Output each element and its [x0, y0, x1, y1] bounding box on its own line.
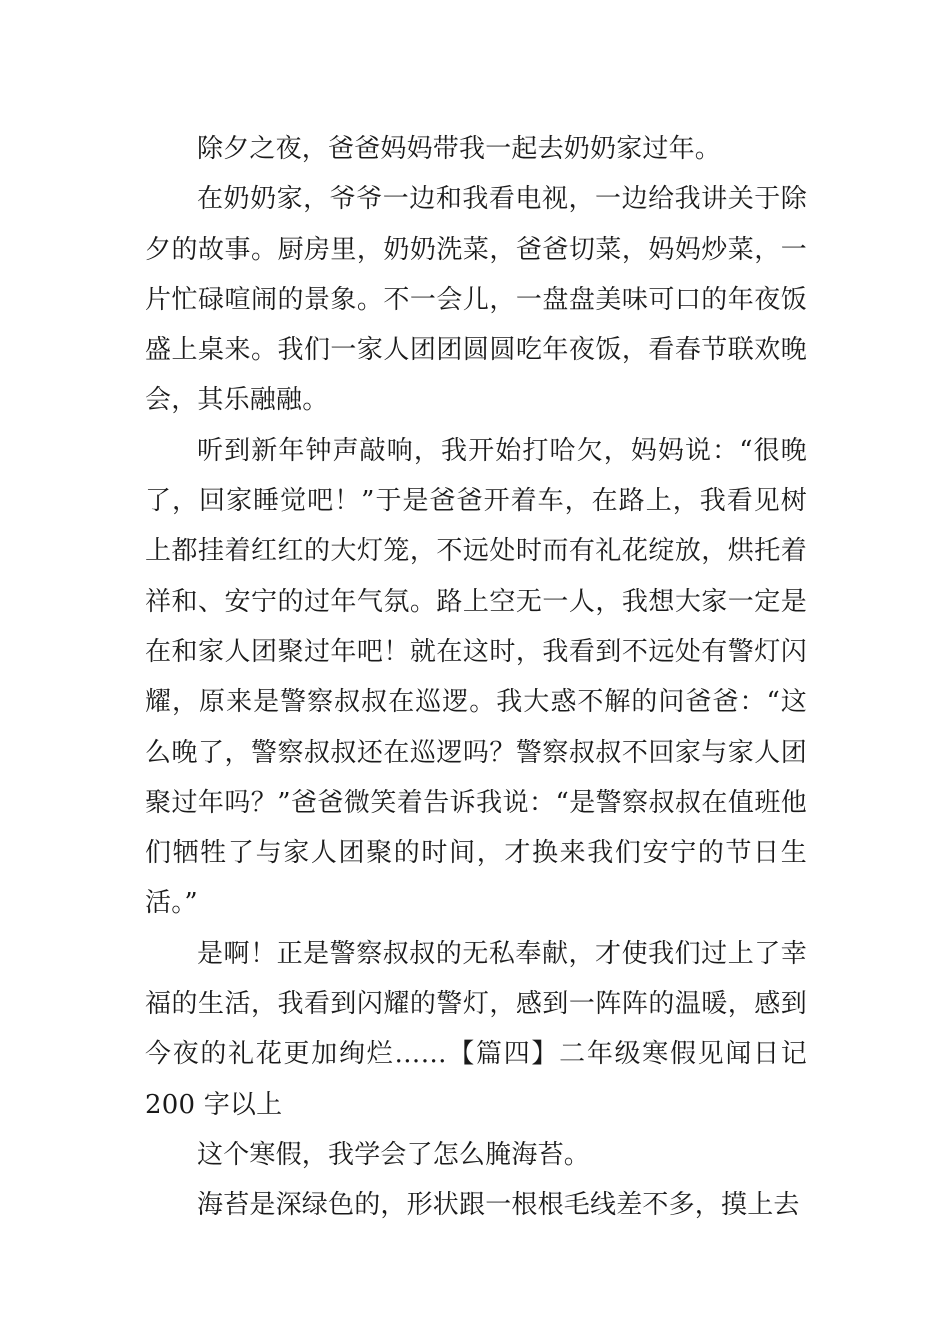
- paragraph-2: 在奶奶家，爷爷一边和我看电视，一边给我讲关于除夕的故事。厨房里，奶奶洗菜，爸爸切菜，妈妈炒菜，一片忙碌喧闹的景象。不一会儿，一盘盘美味可口的年夜饭盛上桌来。我们一家人团团圆圆吃年夜饭，看春节联欢晚会，其乐融融。: [145, 184, 807, 416]
- paragraph-5: 这个寒假，我学会了怎么腌海苔。: [197, 1139, 591, 1170]
- paragraph-4: 是啊！正是警察叔叔的无私奉献，才使我们过上了幸福的生活，我看到闪耀的警灯，感到一阵阵的温暖，感到今夜的礼花更加绚烂……【篇四】二年级寒假见闻日记 200 字以上: [145, 938, 807, 1120]
- paragraph-6: 海苔是深绿色的，形状跟一根根毛线差不多，摸上去: [197, 1190, 800, 1221]
- paragraph-3: 听到新年钟声敲响，我开始打哈欠，妈妈说：“很晚了，回家睡觉吧！”于是爸爸开着车，在路上，我看见树上都挂着红红的大灯笼，不远处时而有礼花绽放，烘托着祥和、安宁的过年气氛。路上空无一人，我想大家一定是在和家人团聚过年吧！就在这时，我看到不远处有警灯闪耀，原来是警察叔叔在巡逻。我大惑不解的问爸爸：“这么晚了，警察叔叔还在巡逻吗？警察叔叔不回家与家人团聚过年吗？”爸爸微笑着告诉我说：“是警察叔叔在值班他们牺牲了与家人团聚的时间，才换来我们安宁的节日生活。”: [145, 435, 807, 919]
- document-body: [145, 124, 807, 1231]
- paragraph-1: 除夕之夜，爸爸妈妈带我一起去奶奶家过年。: [197, 134, 722, 164]
